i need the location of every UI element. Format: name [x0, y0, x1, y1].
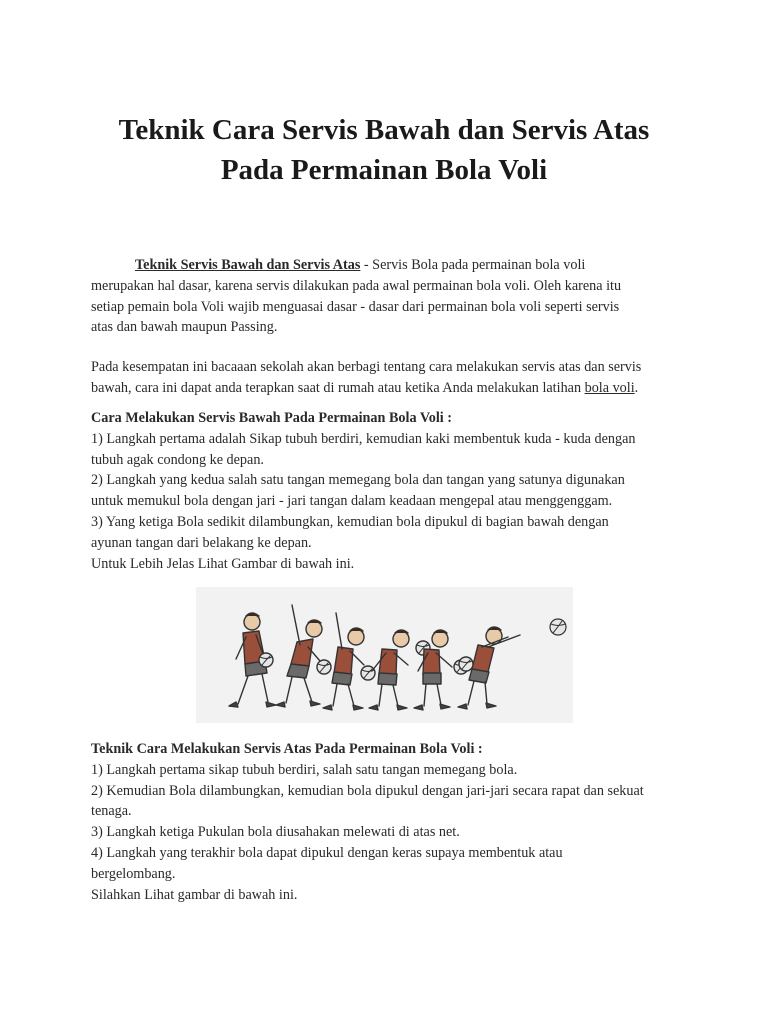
step-line: 2) Langkah yang kedua salah satu tangan memegang bola dan tangan yang satunya digunakan — [91, 472, 625, 489]
step-line: tenaga. — [91, 803, 132, 820]
volleyball-icon — [550, 619, 566, 635]
intro-link[interactable]: Teknik Servis Bawah dan Servis Atas — [135, 257, 361, 273]
player-figure — [229, 613, 276, 707]
player-figure — [276, 605, 331, 707]
intro-line: merupakan hal dasar, karena servis dilakukan pada awal permainan bola voli. Oleh karena itu — [91, 277, 622, 294]
occasion-text: bawah, cara ini dapat anda terapkan saat di rumah atau ketika Anda melakukan latihan — [91, 379, 585, 396]
servis-bawah-illustration — [196, 587, 573, 723]
occasion-line: Pada kesempatan ini bacaaan sekolah akan berbagi tentang cara melakukan servis atas dan servis — [91, 359, 642, 375]
player-figure — [458, 627, 520, 709]
players-sequence — [196, 587, 573, 723]
step-line: 1) Langkah pertama sikap tubuh berdiri, salah satu tangan memegang bola. — [91, 761, 518, 778]
step-line: 3) Langkah ketiga Pukulan bola diusahakan melewati di atas net. — [91, 824, 460, 841]
servis-atas-section — [91, 739, 691, 905]
step-line: Untuk Lebih Jelas Lihat Gambar di bawah ini. — [91, 555, 355, 572]
intro-text: - Servis Bola pada permainan bola voli — [360, 257, 586, 273]
step-line: bergelombang. — [91, 865, 176, 882]
step-line: tubuh agak condong ke depan. — [91, 451, 264, 468]
player-figure — [323, 613, 375, 710]
player-figure — [369, 630, 430, 710]
step-line: 1) Langkah pertama adalah Sikap tubuh berdiri, kemudian kaki membentuk kuda - kuda dengan — [91, 430, 636, 447]
step-line: 3) Yang ketiga Bola sedikit dilambungkan, kemudian bola dipukul di bagian bawah dengan — [91, 513, 609, 530]
step-line: 4) Langkah yang terakhir bola dapat dipukul dengan keras supaya membentuk atau — [91, 844, 563, 861]
intro-paragraph — [91, 255, 691, 338]
title-line-2: Pada Permainan Bola Voli — [220, 154, 548, 186]
intro-line: setiap pemain bola Voli wajib menguasai dasar - dasar dari permainan bola voli seperti servis — [91, 298, 620, 315]
page-title — [60, 110, 708, 190]
step-line: untuk memukul bola dengan jari - jari tangan dalam keadaan mengepal atau menggenggam. — [91, 493, 613, 510]
bola-voli-link[interactable]: bola voli — [584, 379, 635, 396]
section-heading: Teknik Cara Melakukan Servis Atas Pada Permainan Bola Voli : — [91, 741, 483, 757]
step-line: Silahkan Lihat gambar di bawah ini. — [91, 886, 298, 903]
step-line: ayunan tangan dari belakang ke depan. — [91, 534, 312, 551]
title-line-1: Teknik Cara Servis Bawah dan Servis Atas — [118, 114, 650, 146]
intro-line: atas dan bawah maupun Passing. — [91, 319, 278, 336]
step-line: 2) Kemudian Bola dilambungkan, kemudian bola dipukul dengan jari-jari secara rapat dan sekuat — [91, 782, 644, 799]
servis-bawah-section — [91, 408, 691, 574]
section-heading: Cara Melakukan Servis Bawah Pada Permainan Bola Voli : — [91, 410, 453, 426]
occasion-paragraph — [91, 357, 691, 399]
occasion-period: . — [634, 379, 639, 396]
